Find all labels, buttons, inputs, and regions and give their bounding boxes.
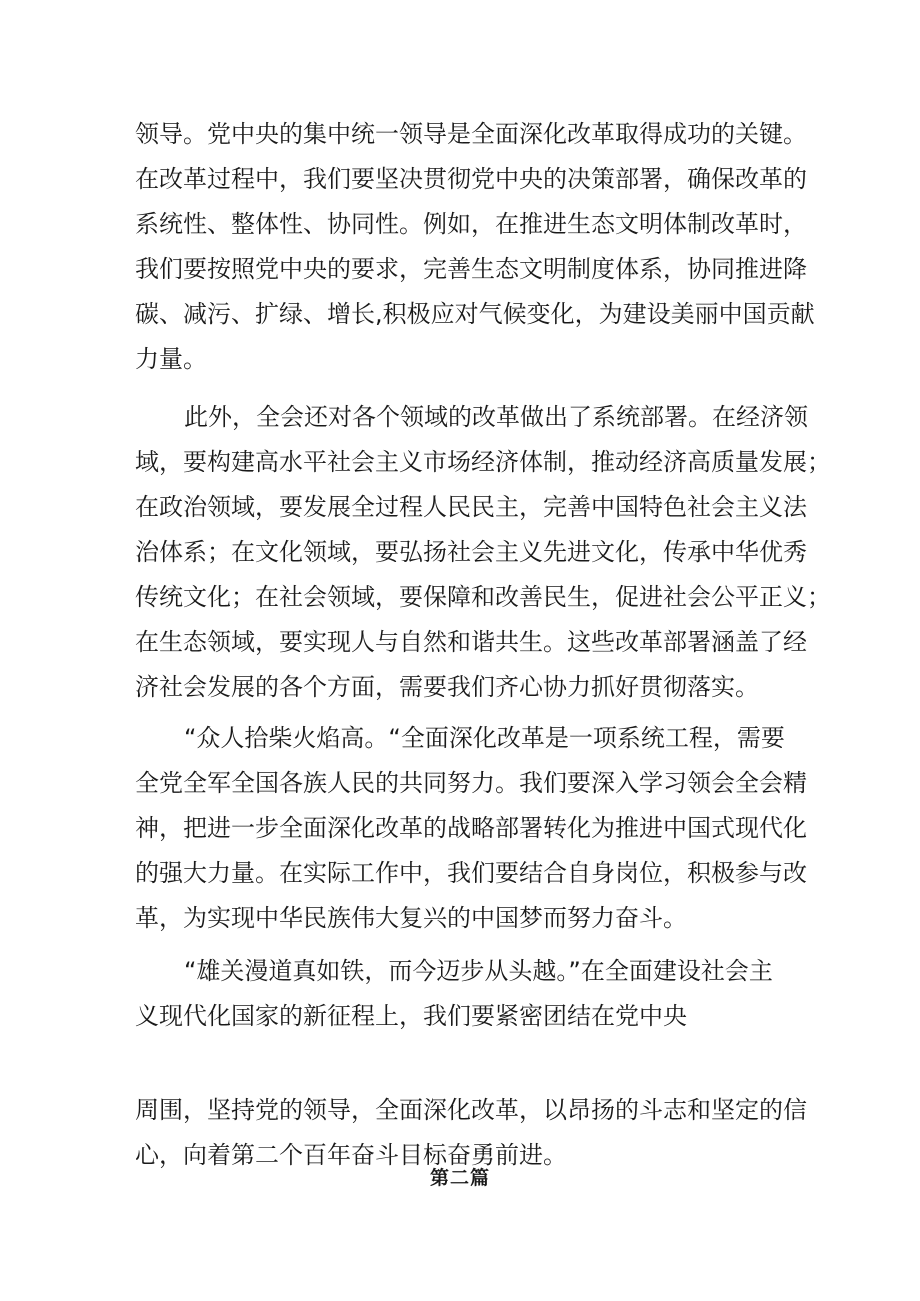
- text-line: 的强大力量。在实际工作中，我们要结合自身岗位，积极参与改: [135, 859, 807, 887]
- text-line: 革，为实现中华民族伟大复兴的中国梦而努力奋斗。: [135, 904, 687, 932]
- text-line: 义现代化国家的新征程上，我们要紧密团结在党中央: [135, 1002, 687, 1030]
- text-line: 济社会发展的各个方面，需要我们齐心协力抓好贯彻落实。: [135, 673, 759, 701]
- text-line: 系统性、整体性、协同性。例如，在推进生态文明体制改革时，: [135, 210, 807, 238]
- text-line: 周围，坚持党的领导，全面深化改革，以昂扬的斗志和坚定的信: [135, 1096, 807, 1124]
- text-line: 传统文化；在社会领域，要保障和改善民生，促进社会公平正义；: [135, 583, 831, 611]
- text-line: 在改革过程中，我们要坚决贯彻党中央的决策部署，确保改革的: [135, 165, 807, 193]
- text-line: 此外，全会还对各个领域的改革做出了系统部署。在经济领: [184, 403, 808, 431]
- text-line: 我们要按照党中央的要求，完善生态文明制度体系，协同推进降: [135, 255, 807, 283]
- paragraph-2: [135, 395, 831, 710]
- paragraph-3: [135, 716, 815, 941]
- text-line: “雄关漫道真如铁，而今迈步从头越。”在全面建设社会主: [184, 957, 773, 985]
- text-line: 域，要构建高水平社会主义市场经济体制，推动经济高质量发展；: [135, 448, 831, 476]
- text-line: 碳、减污、扩绿、增长,积极应对气候变化，为建设美丽中国贡献: [135, 300, 815, 328]
- text-line: “众人拾柴火焰高。“全面深化改革是一项系统工程，需要: [184, 724, 785, 752]
- text-line: 在政治领域，要发展全过程人民民主，完善中国特色社会主义法: [135, 493, 807, 521]
- text-line: 在生态领域，要实现人与自然和谐共生。这些改革部署涵盖了经: [135, 628, 807, 656]
- text-line: 心，向着第二个百年奋斗目标奋勇前进。: [135, 1141, 567, 1169]
- text-line: 力量。: [135, 345, 207, 373]
- paragraph-4: [135, 949, 815, 1039]
- text-line: 治体系；在文化领域，要弘扬社会主义先进文化，传承中华优秀: [135, 538, 807, 566]
- section-heading: 第二篇: [429, 1167, 490, 1189]
- text-line: 全党全军全国各族人民的共同努力。我们要深入学习领会全会精: [135, 769, 807, 797]
- text-line: 领导。党中央的集中统一领导是全面深化改革取得成功的关键。: [135, 120, 807, 148]
- paragraph-1: [135, 112, 815, 382]
- text-line: 神，把进一步全面深化改革的战略部署转化为推进中国式现代化: [135, 814, 807, 842]
